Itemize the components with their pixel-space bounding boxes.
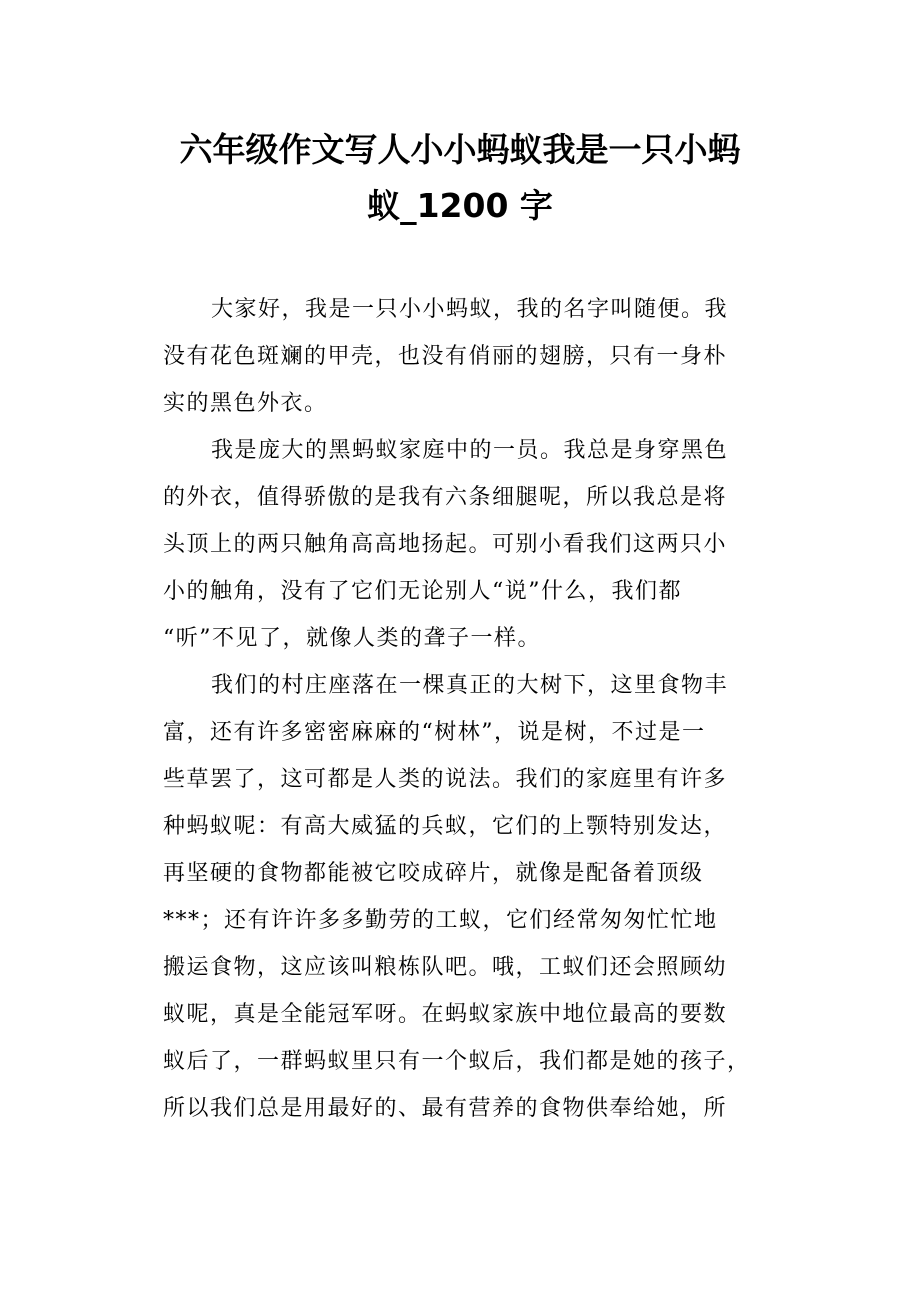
- text-line: 所以我们总是用最好的、最有营养的食物供奉给她，所: [163, 1096, 728, 1121]
- text-line: 种蚂蚁呢：有高大威猛的兵蚁，它们的上颚特别发达，: [163, 814, 728, 839]
- title-line-1: 六年级作文写人小小蚂蚁我是一只小蚂: [179, 130, 741, 169]
- text-line: 实的黑色外衣。: [163, 391, 328, 416]
- essay-body: [163, 286, 763, 1132]
- text-line: 我是庞大的黑蚂蚁家庭中的一员。我总是身穿黑色: [211, 438, 729, 463]
- text-line: ***；还有许许多多勤劳的工蚁，它们经常匆匆忙忙地: [163, 908, 718, 933]
- document-title: [150, 122, 770, 234]
- text-line: 大家好，我是一只小小蚂蚁，我的名字叫随便。我: [211, 297, 729, 322]
- title-line-2: 蚁_1200 字: [367, 186, 553, 225]
- text-line: 小的触角，没有了它们无论别人“说”什么，我们都: [163, 579, 682, 604]
- text-line: 头顶上的两只触角高高地扬起。可别小看我们这两只小: [163, 532, 728, 557]
- text-line: 些草罢了，这可都是人类的说法。我们的家庭里有许多: [163, 767, 728, 792]
- text-line: 的外衣，值得骄傲的是我有六条细腿呢，所以我总是将: [163, 485, 728, 510]
- text-line: 蚁呢，真是全能冠军呀。在蚂蚁家族中地位最高的要数: [163, 1002, 728, 1027]
- text-line: 富，还有许多密密麻麻的“树林”，说是树，不过是一: [163, 720, 706, 745]
- text-line: “听”不见了，就像人类的聋子一样。: [163, 626, 541, 651]
- text-line: 搬运食物，这应该叫粮栋队吧。哦，工蚁们还会照顾幼: [163, 955, 728, 980]
- text-line: 蚁后了，一群蚂蚁里只有一个蚁后，我们都是她的孩子，: [163, 1049, 751, 1074]
- text-line: 我们的村庄座落在一棵真正的大树下，这里食物丰: [211, 673, 729, 698]
- text-line: 没有花色斑斓的甲壳，也没有俏丽的翅膀，只有一身朴: [163, 344, 728, 369]
- text-line: 再坚硬的食物都能被它咬成碎片，就像是配备着顶级: [163, 861, 704, 886]
